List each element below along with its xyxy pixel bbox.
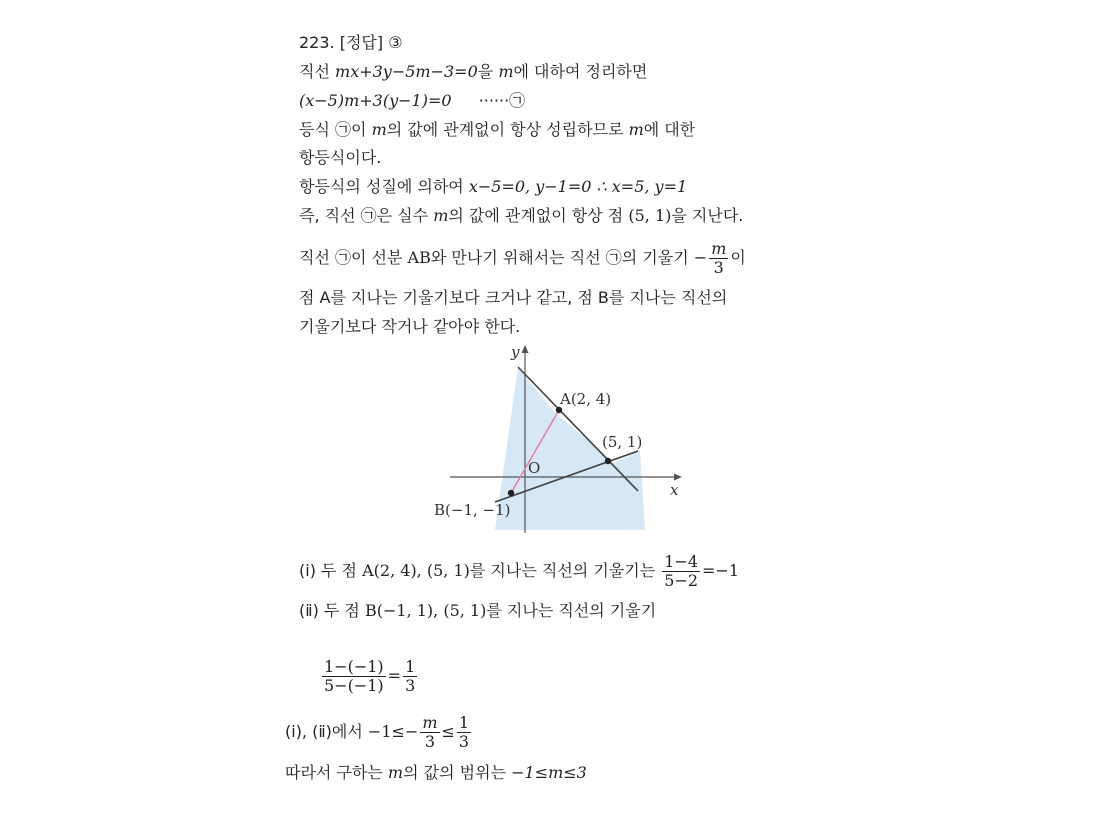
math-range: −1≤m≤3 [511, 763, 587, 782]
fraction-numerator: 1 [405, 657, 416, 676]
fraction-slope [709, 240, 728, 277]
label-a: A(2, 4) [560, 390, 612, 408]
final-answer [285, 762, 587, 784]
fraction-denominator: 5−(−1) [324, 676, 384, 695]
text: 이 [730, 248, 746, 267]
text: 을 지난다. [671, 206, 744, 225]
problem-title: 223. [정답] ③ [299, 33, 403, 52]
text: 의 값의 범위는 [403, 763, 507, 782]
fraction-denominator: 3 [420, 732, 439, 751]
math-variable: m [498, 62, 514, 81]
fraction-numerator: 1−4 [664, 552, 699, 571]
fraction-numerator: 1 [458, 713, 470, 732]
math-variable: m [371, 120, 387, 139]
text: 직선 [299, 62, 330, 81]
math-equation: (x−5)m+3(y−1)=0 [299, 91, 452, 110]
math-variable: m [628, 120, 644, 139]
fraction-denominator: 5−2 [664, 571, 699, 590]
fraction-denominator: 3 [405, 676, 416, 695]
text: 를 지나는 직선의 기울기는 [469, 561, 656, 580]
text: (ⅰ) 두 점 [299, 561, 358, 580]
math-equation: mx+3y−5m−3=0 [335, 62, 478, 81]
text: 따라서 구하는 [285, 763, 383, 782]
math-left: −1≤− [367, 722, 419, 741]
coordinate-graph [420, 335, 700, 540]
math-segment: AB [407, 248, 431, 267]
text: 을 [477, 62, 494, 81]
x-label: x [670, 481, 679, 499]
fraction-slope-a [662, 553, 700, 590]
line-2 [299, 90, 525, 112]
text: (ⅱ) 두 점 [299, 601, 360, 620]
label-p: (5, 1) [602, 433, 643, 451]
fraction-m-over-3 [420, 714, 439, 751]
fraction-numerator: m [422, 713, 438, 732]
line-1 [299, 61, 647, 83]
text: 즉, 직선 ㉠은 실수 [299, 206, 429, 225]
text: 를 지나는 직선의 기울기 [486, 601, 657, 620]
math-equation: x−5=0, y−1=0 ∴ x=5, y=1 [468, 177, 688, 196]
point-p [605, 458, 611, 464]
math-minus: − [693, 248, 708, 267]
fraction-one-third [457, 714, 471, 751]
text: (ⅰ), (ⅱ)에서 [285, 722, 363, 741]
text: 에 대하여 정리하면 [513, 62, 648, 81]
text: 의 값에 관계없이 항상 성립하므로 [386, 120, 624, 139]
equation-tag: ······㉠ [478, 91, 526, 110]
text: 직선 ㉠이 선분 [299, 248, 403, 267]
line-8: 점 A를 지나는 기울기보다 크거나 같고, 점 B를 지나는 직선의 [299, 288, 728, 307]
case-2 [299, 600, 656, 622]
math-le: ≤ [441, 722, 455, 741]
line-4: 항등식이다. [299, 148, 382, 167]
line-6 [299, 205, 743, 227]
line-9: 기울기보다 작거나 같아야 한다. [299, 317, 521, 336]
fraction-numerator: 1−(−1) [324, 657, 384, 676]
math-variable: m [433, 206, 449, 225]
math-equals: = [387, 666, 402, 685]
line-5 [299, 176, 687, 198]
text: 항등식의 성질에 의하여 [299, 177, 464, 196]
text: 에 대한 [643, 120, 696, 139]
fraction-slope-b [322, 658, 386, 695]
fraction-numerator: m [711, 239, 727, 258]
text: 와 만나기 위해서는 직선 ㉠의 기울기 [430, 248, 689, 267]
slope-b-fraction-line [320, 656, 419, 696]
text: 의 값에 관계없이 항상 점 [448, 206, 624, 225]
math-points: A(2, 4), (5, 1) [362, 561, 470, 580]
y-axis-arrow [522, 345, 529, 353]
line-3 [299, 119, 695, 141]
combined-inequality [285, 712, 473, 752]
math-result: =−1 [702, 561, 740, 580]
math-point: (5, 1) [628, 206, 672, 225]
fraction-denominator: 3 [458, 732, 470, 751]
origin-label: O [528, 459, 541, 477]
fraction-denominator: 3 [709, 258, 728, 277]
text: 등식 ㉠이 [299, 120, 367, 139]
line-7 [299, 238, 746, 278]
point-b [508, 490, 514, 496]
label-b: B(−1, −1) [434, 501, 511, 519]
fraction-result [403, 658, 417, 695]
math-points: B(−1, 1), (5, 1) [364, 601, 487, 620]
y-label: y [511, 343, 520, 361]
x-axis-arrow [674, 474, 682, 481]
case-1 [299, 551, 739, 591]
math-variable: m [387, 763, 404, 782]
